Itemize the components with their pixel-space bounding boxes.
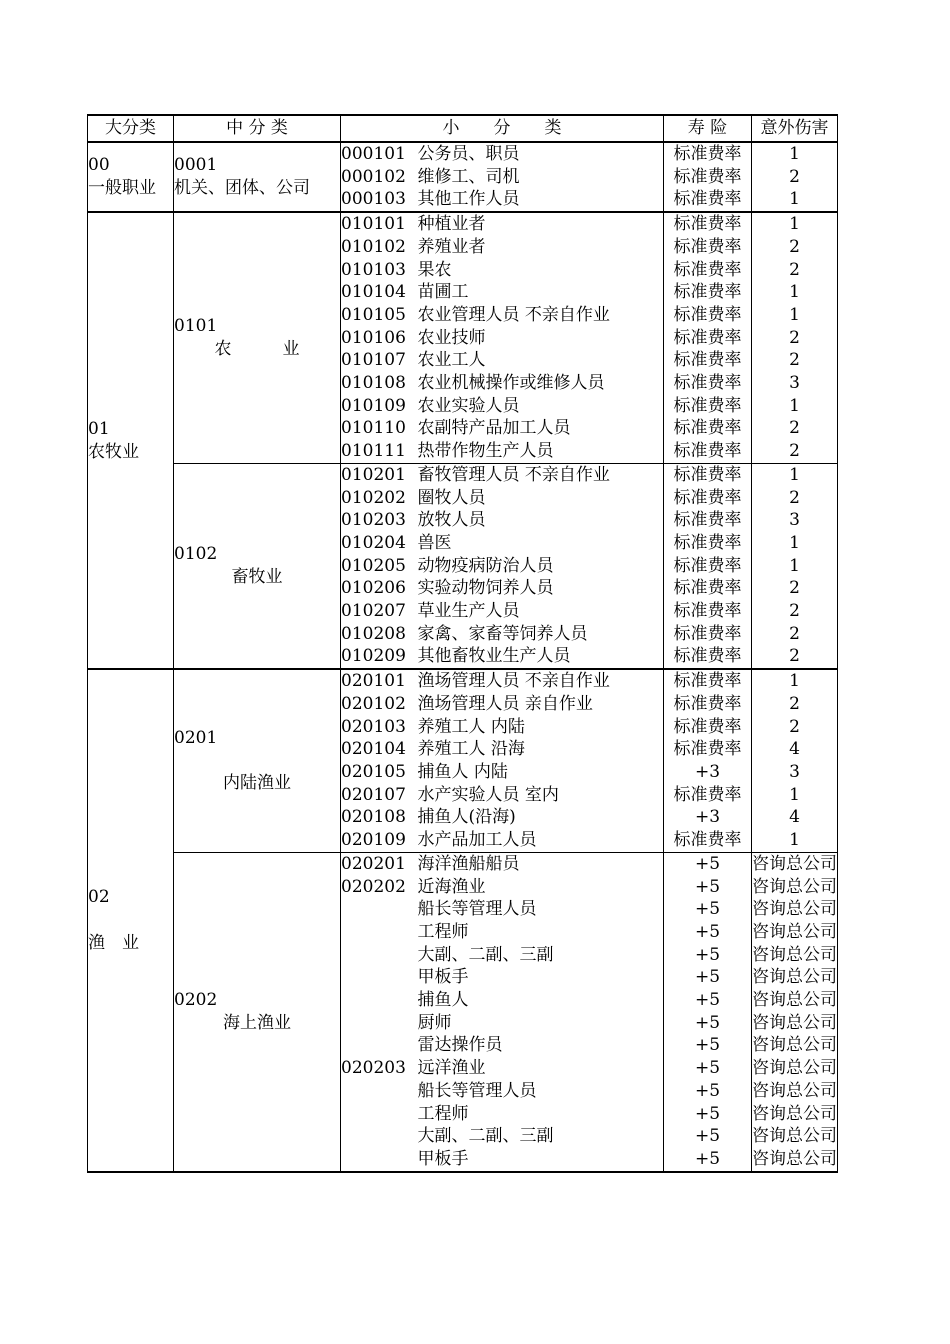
life-insurance-rate: +5 xyxy=(664,876,752,899)
life-insurance-rate: +5 xyxy=(664,852,752,875)
header-minor-category: 小 分 类 xyxy=(341,115,664,142)
minor-category-name: 农业管理人员 不亲自作业 xyxy=(418,304,664,327)
minor-category-name: 农副特产品加工人员 xyxy=(418,417,664,440)
minor-category-code: 020105 xyxy=(341,761,406,782)
minor-category-name: 圈牧人员 xyxy=(418,487,664,510)
minor-category-code: 010109 xyxy=(341,395,406,416)
accident-insurance-class: 咨询总公司 xyxy=(752,899,837,920)
life-insurance-rate: 标准费率 xyxy=(664,166,752,189)
minor-category-name: 畜牧管理人员 不亲自作业 xyxy=(418,463,664,486)
life-insurance-rate: 标准费率 xyxy=(664,417,752,440)
major-category-name: 农牧业 xyxy=(88,441,139,462)
minor-category-name: 苗圃工 xyxy=(418,281,664,304)
minor-category-name: 厨师 xyxy=(418,1012,664,1035)
minor-category-name: 渔场管理人员 亲自作业 xyxy=(418,693,664,716)
accident-insurance-class: 1 xyxy=(789,395,800,416)
minor-category-code: 020104 xyxy=(341,739,406,760)
minor-category-name: 家禽、家畜等饲养人员 xyxy=(418,623,664,646)
life-insurance-rate: 标准费率 xyxy=(664,532,752,555)
minor-category-name: 兽医 xyxy=(418,532,664,555)
minor-category-name: 水产实验人员 室内 xyxy=(418,784,664,807)
life-insurance-rate: 标准费率 xyxy=(664,395,752,418)
middle-category-cell xyxy=(174,852,341,1171)
accident-insurance-class: 2 xyxy=(789,693,800,714)
life-insurance-rate: +5 xyxy=(664,1080,752,1103)
accident-insurance-class: 咨询总公司 xyxy=(752,990,837,1011)
minor-category-code: 020108 xyxy=(341,807,406,828)
accident-insurance-class: 3 xyxy=(789,373,800,394)
minor-category-code xyxy=(341,921,418,944)
accident-insurance-class: 1 xyxy=(789,304,800,325)
minor-category-code: 010206 xyxy=(341,578,406,599)
minor-category-name: 其他畜牧业生产人员 xyxy=(418,645,664,669)
minor-category-code: 010203 xyxy=(341,510,406,531)
minor-category-name: 果农 xyxy=(418,259,664,282)
minor-category-name: 公务员、职员 xyxy=(418,142,664,166)
middle-category-code: 0001 xyxy=(174,155,218,176)
life-insurance-rate: +5 xyxy=(664,1103,752,1126)
minor-category-code: 010110 xyxy=(341,418,406,439)
minor-category-code: 020201 xyxy=(341,852,418,875)
minor-category-name: 养殖业者 xyxy=(418,236,664,259)
minor-category-code: 020107 xyxy=(341,784,406,805)
life-insurance-rate: 标准费率 xyxy=(664,188,752,212)
minor-category-name: 近海渔业 xyxy=(418,876,664,899)
life-insurance-rate: 标准费率 xyxy=(664,693,752,716)
minor-category-name: 远洋渔业 xyxy=(418,1057,664,1080)
middle-category-code: 0101 xyxy=(174,316,218,337)
life-insurance-rate: 标准费率 xyxy=(664,236,752,259)
minor-category-code: 000102 xyxy=(341,166,406,187)
minor-category-name: 工程师 xyxy=(418,1103,664,1126)
minor-category-code: 010108 xyxy=(341,373,406,394)
accident-insurance-class: 2 xyxy=(789,601,800,622)
life-insurance-rate: +5 xyxy=(664,1012,752,1035)
life-insurance-rate: 标准费率 xyxy=(664,600,752,623)
life-insurance-rate: 标准费率 xyxy=(664,281,752,304)
table-body xyxy=(88,142,838,1172)
middle-category-name: 畜牧业 xyxy=(231,567,283,587)
minor-category-code: 010102 xyxy=(341,236,406,257)
minor-category-name: 工程师 xyxy=(418,921,664,944)
accident-insurance-class: 2 xyxy=(789,418,800,439)
life-insurance-rate: 标准费率 xyxy=(664,304,752,327)
middle-category-cell xyxy=(174,142,341,212)
minor-category-code xyxy=(341,898,418,921)
accident-insurance-class: 咨询总公司 xyxy=(752,1148,837,1169)
life-insurance-rate: +5 xyxy=(664,898,752,921)
minor-category-name: 农业技师 xyxy=(418,327,664,350)
minor-category-code: 010111 xyxy=(341,441,406,462)
major-category-code: 02 xyxy=(88,887,110,908)
minor-category-name: 种植业者 xyxy=(418,212,664,236)
middle-category-code: 0201 xyxy=(174,727,218,748)
minor-category-code: 020203 xyxy=(341,1058,406,1079)
minor-category-name: 养殖工人 沿海 xyxy=(418,738,664,761)
minor-category-code: 010106 xyxy=(341,327,406,348)
life-insurance-rate: 标准费率 xyxy=(664,372,752,395)
accident-insurance-class: 咨询总公司 xyxy=(752,853,837,874)
minor-category-code: 020102 xyxy=(341,693,406,714)
table-row xyxy=(88,669,838,693)
accident-insurance-class: 咨询总公司 xyxy=(752,1103,837,1124)
life-insurance-rate: 标准费率 xyxy=(664,784,752,807)
life-insurance-rate: 标准费率 xyxy=(664,463,752,486)
table-row xyxy=(88,142,838,166)
major-category-cell xyxy=(88,669,174,1171)
middle-category-cell xyxy=(174,463,341,669)
accident-insurance-class: 咨询总公司 xyxy=(752,1126,837,1147)
minor-category-code: 010104 xyxy=(341,282,406,303)
table-row xyxy=(88,212,838,236)
life-insurance-rate: 标准费率 xyxy=(664,509,752,532)
table-row xyxy=(88,463,838,486)
accident-insurance-class: 2 xyxy=(789,350,800,371)
minor-category-name: 大副、二副、三副 xyxy=(418,944,664,967)
minor-category-code: 010208 xyxy=(341,623,406,644)
minor-category-code: 010209 xyxy=(341,646,406,667)
header-middle-category: 中 分 类 xyxy=(174,115,341,142)
minor-category-name: 捕鱼人 xyxy=(418,989,664,1012)
minor-category-code: 010105 xyxy=(341,304,406,325)
accident-insurance-class: 3 xyxy=(789,510,800,531)
accident-insurance-class: 2 xyxy=(789,327,800,348)
accident-insurance-class: 咨询总公司 xyxy=(752,967,837,988)
accident-insurance-class: 1 xyxy=(789,189,800,210)
minor-category-name: 海洋渔船船员 xyxy=(418,852,664,875)
middle-category-name: 海上渔业 xyxy=(223,1012,291,1033)
life-insurance-rate: 标准费率 xyxy=(664,738,752,761)
life-insurance-rate: 标准费率 xyxy=(664,259,752,282)
major-category-name: 渔 业 xyxy=(88,932,139,953)
minor-category-name: 实验动物饲养人员 xyxy=(418,577,664,600)
accident-insurance-class: 1 xyxy=(789,784,800,805)
life-insurance-rate: 标准费率 xyxy=(664,212,752,236)
minor-category-code xyxy=(341,1148,418,1172)
life-insurance-rate: +3 xyxy=(664,761,752,784)
minor-category-name: 船长等管理人员 xyxy=(418,1080,664,1103)
accident-insurance-class: 咨询总公司 xyxy=(752,944,837,965)
minor-category-name: 雷达操作员 xyxy=(418,1034,664,1057)
middle-category-name: 内陆渔业 xyxy=(223,773,291,794)
minor-category-name: 大副、二副、三副 xyxy=(418,1125,664,1148)
table-row xyxy=(88,852,838,875)
minor-category-name: 水产品加工人员 xyxy=(418,829,664,852)
middle-category-name: 农 业 xyxy=(214,338,300,359)
minor-category-code xyxy=(341,1034,418,1057)
life-insurance-rate: 标准费率 xyxy=(664,440,752,463)
accident-insurance-class: 2 xyxy=(789,441,800,462)
header-major-category: 大分类 xyxy=(88,115,174,142)
accident-insurance-class: 咨询总公司 xyxy=(752,1080,837,1101)
minor-category-name: 热带作物生产人员 xyxy=(418,440,664,463)
accident-insurance-class: 1 xyxy=(789,830,800,851)
accident-insurance-class: 咨询总公司 xyxy=(752,1035,837,1056)
life-insurance-rate: 标准费率 xyxy=(664,645,752,669)
major-category-name: 一般职业 xyxy=(88,178,156,199)
life-insurance-rate: 标准费率 xyxy=(664,829,752,852)
accident-insurance-class: 1 xyxy=(789,532,800,553)
accident-insurance-class: 2 xyxy=(789,166,800,187)
accident-insurance-class: 2 xyxy=(789,646,800,667)
major-category-code: 00 xyxy=(88,155,110,176)
middle-category-name: 机关、团体、公司 xyxy=(174,178,310,199)
minor-category-code xyxy=(341,1012,418,1035)
middle-category-cell xyxy=(174,212,341,463)
minor-category-name: 船长等管理人员 xyxy=(418,898,664,921)
minor-category-code xyxy=(341,989,418,1012)
header-accident-insurance: 意外伤害 xyxy=(752,115,838,142)
life-insurance-rate: +5 xyxy=(664,1148,752,1172)
minor-category-code: 010201 xyxy=(341,463,418,486)
minor-category-code xyxy=(341,1125,418,1148)
accident-insurance-class: 1 xyxy=(789,282,800,303)
minor-category-name: 养殖工人 内陆 xyxy=(418,716,664,739)
minor-category-code: 010107 xyxy=(341,350,406,371)
life-insurance-rate: +5 xyxy=(664,921,752,944)
accident-insurance-class: 1 xyxy=(789,555,800,576)
major-category-code: 01 xyxy=(88,418,110,439)
minor-category-name: 甲板手 xyxy=(418,1148,664,1172)
minor-category-name: 动物疫病防治人员 xyxy=(418,555,664,578)
life-insurance-rate: 标准费率 xyxy=(664,623,752,646)
accident-insurance-class: 4 xyxy=(789,739,800,760)
minor-category-name: 维修工、司机 xyxy=(418,166,664,189)
accident-insurance-class: 咨询总公司 xyxy=(752,1012,837,1033)
major-category-cell xyxy=(88,142,174,212)
minor-category-name: 渔场管理人员 不亲自作业 xyxy=(418,669,664,693)
minor-category-name: 放牧人员 xyxy=(418,509,664,532)
major-category-cell xyxy=(88,212,174,669)
minor-category-name: 甲板手 xyxy=(418,966,664,989)
accident-insurance-class: 咨询总公司 xyxy=(752,876,837,897)
minor-category-code xyxy=(341,966,418,989)
accident-insurance-class: 咨询总公司 xyxy=(752,1058,837,1079)
life-insurance-rate: 标准费率 xyxy=(664,669,752,693)
accident-insurance-class: 4 xyxy=(789,807,800,828)
life-insurance-rate: 标准费率 xyxy=(664,327,752,350)
occupation-classification-table xyxy=(87,114,838,1173)
minor-category-code: 020103 xyxy=(341,716,406,737)
minor-category-code: 020109 xyxy=(341,830,406,851)
accident-insurance-class: 1 xyxy=(752,463,838,486)
minor-category-code: 000103 xyxy=(341,189,406,210)
life-insurance-rate: 标准费率 xyxy=(664,577,752,600)
minor-category-name: 农业机械操作或维修人员 xyxy=(418,372,664,395)
accident-insurance-class: 1 xyxy=(752,142,838,166)
minor-category-name: 农业工人 xyxy=(418,349,664,372)
middle-category-cell xyxy=(174,669,341,852)
middle-category-code: 0102 xyxy=(174,544,218,565)
accident-insurance-class: 2 xyxy=(789,578,800,599)
life-insurance-rate: +5 xyxy=(664,1057,752,1080)
minor-category-code: 010103 xyxy=(341,259,406,280)
accident-insurance-class: 2 xyxy=(789,259,800,280)
life-insurance-rate: 标准费率 xyxy=(664,349,752,372)
header-life-insurance: 寿 险 xyxy=(664,115,752,142)
life-insurance-rate: 标准费率 xyxy=(664,487,752,510)
life-insurance-rate: +3 xyxy=(664,806,752,829)
header-row xyxy=(88,115,838,142)
minor-category-code: 010207 xyxy=(341,601,406,622)
minor-category-code: 020101 xyxy=(341,669,418,693)
life-insurance-rate: 标准费率 xyxy=(664,555,752,578)
life-insurance-rate: 标准费率 xyxy=(664,716,752,739)
minor-category-name: 捕鱼人 内陆 xyxy=(418,761,664,784)
minor-category-code: 010204 xyxy=(341,532,406,553)
minor-category-name: 捕鱼人(沿海) xyxy=(418,806,664,829)
life-insurance-rate: +5 xyxy=(664,1125,752,1148)
minor-category-name: 农业实验人员 xyxy=(418,395,664,418)
life-insurance-rate: +5 xyxy=(664,944,752,967)
minor-category-code: 000101 xyxy=(341,142,418,166)
minor-category-code: 020202 xyxy=(341,876,406,897)
life-insurance-rate: +5 xyxy=(664,989,752,1012)
accident-insurance-class: 2 xyxy=(789,716,800,737)
accident-insurance-class: 2 xyxy=(789,487,800,508)
accident-insurance-class: 1 xyxy=(752,212,838,236)
accident-insurance-class: 1 xyxy=(752,669,838,693)
minor-category-name: 草业生产人员 xyxy=(418,600,664,623)
minor-category-code: 010202 xyxy=(341,487,406,508)
minor-category-code xyxy=(341,1080,418,1103)
minor-category-name: 其他工作人员 xyxy=(418,188,664,212)
middle-category-code: 0202 xyxy=(174,990,218,1011)
accident-insurance-class: 2 xyxy=(789,623,800,644)
life-insurance-rate: +5 xyxy=(664,966,752,989)
life-insurance-rate: 标准费率 xyxy=(664,142,752,166)
minor-category-code: 010101 xyxy=(341,212,418,236)
life-insurance-rate: +5 xyxy=(664,1034,752,1057)
accident-insurance-class: 3 xyxy=(789,761,800,782)
minor-category-code xyxy=(341,944,418,967)
minor-category-code xyxy=(341,1103,418,1126)
minor-category-code: 010205 xyxy=(341,555,406,576)
accident-insurance-class: 2 xyxy=(789,236,800,257)
accident-insurance-class: 咨询总公司 xyxy=(752,921,837,942)
